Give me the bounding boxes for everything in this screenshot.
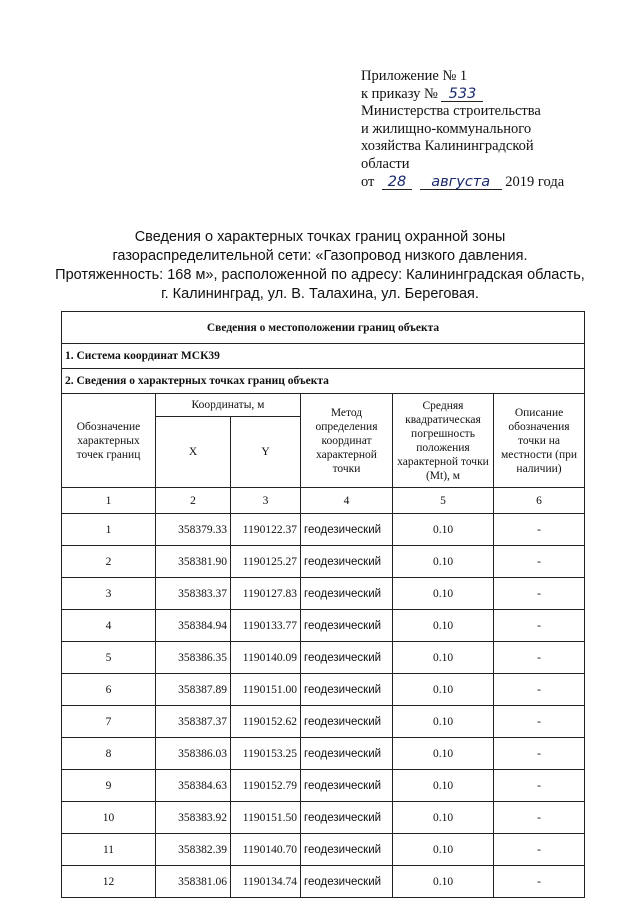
table-row (62, 642, 585, 674)
ministry-line-3: хозяйства Калининградской (361, 138, 534, 155)
accuracy-cell: 0.10 (393, 610, 494, 642)
description-cell: - (494, 706, 585, 738)
coord-x: 358384.63 (156, 770, 231, 802)
accuracy-cell: 0.10 (393, 706, 494, 738)
description-cell: - (494, 578, 585, 610)
point-number: 1 (62, 514, 156, 546)
column-number-row (62, 488, 585, 514)
coord-x: 358383.92 (156, 802, 231, 834)
date-line (361, 174, 611, 192)
method-cell: геодезический (301, 578, 393, 610)
coord-y: 1190134.74 (231, 866, 301, 898)
date-suffix: 2019 года (505, 173, 565, 190)
method-cell: геодезический (301, 802, 393, 834)
header-row-1 (62, 394, 585, 417)
accuracy-cell: 0.10 (393, 834, 494, 866)
coord-x: 358387.89 (156, 674, 231, 706)
accuracy-cell: 0.10 (393, 866, 494, 898)
table-row (62, 514, 585, 546)
coord-x: 358386.03 (156, 738, 231, 770)
coord-y: 1190125.27 (231, 546, 301, 578)
point-number: 7 (62, 706, 156, 738)
point-number: 11 (62, 834, 156, 866)
coord-x: 358379.33 (156, 514, 231, 546)
document-heading (50, 228, 590, 304)
coord-x: 358381.90 (156, 546, 231, 578)
accuracy-cell: 0.10 (393, 802, 494, 834)
coord-y: 1190151.50 (231, 802, 301, 834)
method-cell: геодезический (301, 546, 393, 578)
method-cell: геодезический (301, 866, 393, 898)
coord-y: 1190133.77 (231, 610, 301, 642)
table-row (62, 834, 585, 866)
table-row (62, 578, 585, 610)
date-day: 28 (382, 175, 412, 190)
method-cell: геодезический (301, 706, 393, 738)
section-points-info: 2. Сведения о характерных точках границ объекта (62, 369, 585, 394)
section-2-row (62, 369, 585, 394)
method-cell: геодезический (301, 834, 393, 866)
heading-line-4: г. Калининград, ул. В. Талахина, ул. Береговая. (161, 286, 479, 302)
coord-x: 358382.39 (156, 834, 231, 866)
section-1-row (62, 344, 585, 369)
column-number: 2 (156, 488, 231, 514)
accuracy-cell: 0.10 (393, 674, 494, 706)
order-prefix: к приказу № (361, 85, 438, 102)
ministry-line-2: и жилищно-коммунального (361, 120, 532, 137)
point-number: 10 (62, 802, 156, 834)
coord-y: 1190140.70 (231, 834, 301, 866)
heading-line-1: Сведения о характерных точках границ охранной зоны (134, 229, 506, 245)
column-number: 1 (62, 488, 156, 514)
order-number: 533 (441, 87, 483, 102)
method-cell: геодезический (301, 770, 393, 802)
coord-y: 1190122.37 (231, 514, 301, 546)
coord-y: 1190127.83 (231, 578, 301, 610)
coord-y: 1190152.79 (231, 770, 301, 802)
accuracy-cell: 0.10 (393, 770, 494, 802)
order-line (361, 86, 611, 104)
coord-y: 1190140.09 (231, 642, 301, 674)
point-number: 6 (62, 674, 156, 706)
heading-line-2: газораспределительной сети: «Газопровод низкого давления. (112, 248, 528, 264)
table-row (62, 866, 585, 898)
ministry-line-1: Министерства строительства (361, 103, 541, 120)
date-prefix: от (361, 173, 375, 190)
coord-y: 1190151.00 (231, 674, 301, 706)
header-description: Описание обозначения точки на местности (при наличии) (494, 394, 585, 488)
coord-x: 358387.37 (156, 706, 231, 738)
description-cell: - (494, 802, 585, 834)
method-cell: геодезический (301, 610, 393, 642)
header-accuracy: Средняя квадратическая погрешность положения характерной точки (Mt), м (393, 394, 494, 488)
header-x: X (156, 417, 231, 488)
table-row (62, 738, 585, 770)
ministry-line-4: области (361, 155, 410, 172)
point-number: 4 (62, 610, 156, 642)
appendix-block (361, 68, 611, 191)
table-row (62, 770, 585, 802)
coord-x: 358381.06 (156, 866, 231, 898)
description-cell: - (494, 674, 585, 706)
description-cell: - (494, 642, 585, 674)
coord-y: 1190152.62 (231, 706, 301, 738)
column-number: 3 (231, 488, 301, 514)
point-number: 3 (62, 578, 156, 610)
method-cell: геодезический (301, 674, 393, 706)
table-title-row (62, 312, 585, 344)
point-number: 9 (62, 770, 156, 802)
heading-line-3: Протяженность: 168 м», расположенной по адресу: Калининградская область, (55, 267, 585, 283)
description-cell: - (494, 866, 585, 898)
column-number: 5 (393, 488, 494, 514)
point-number: 12 (62, 866, 156, 898)
description-cell: - (494, 546, 585, 578)
method-cell: геодезический (301, 514, 393, 546)
coord-x: 358383.37 (156, 578, 231, 610)
column-number: 4 (301, 488, 393, 514)
header-coords: Координаты, м (156, 394, 301, 417)
appendix-title: Приложение № 1 (361, 68, 468, 84)
accuracy-cell: 0.10 (393, 546, 494, 578)
description-cell: - (494, 770, 585, 802)
description-cell: - (494, 610, 585, 642)
date-month: августа (420, 175, 502, 190)
table-row (62, 706, 585, 738)
coord-x: 358386.35 (156, 642, 231, 674)
coord-y: 1190153.25 (231, 738, 301, 770)
point-number: 8 (62, 738, 156, 770)
boundary-points-table (61, 311, 585, 898)
description-cell: - (494, 738, 585, 770)
table-row (62, 610, 585, 642)
description-cell: - (494, 834, 585, 866)
accuracy-cell: 0.10 (393, 738, 494, 770)
table-row (62, 674, 585, 706)
method-cell: геодезический (301, 738, 393, 770)
table-row (62, 802, 585, 834)
header-point: Обозначение характерных точек границ (62, 394, 156, 488)
description-cell: - (494, 514, 585, 546)
point-number: 5 (62, 642, 156, 674)
table-title: Сведения о местоположении границ объекта (62, 312, 585, 344)
accuracy-cell: 0.10 (393, 642, 494, 674)
table-row (62, 546, 585, 578)
column-number: 6 (494, 488, 585, 514)
coord-x: 358384.94 (156, 610, 231, 642)
point-number: 2 (62, 546, 156, 578)
header-method: Метод определения координат характерной точки (301, 394, 393, 488)
method-cell: геодезический (301, 642, 393, 674)
header-y: Y (231, 417, 301, 488)
section-coordinate-system: 1. Система координат МСК39 (62, 344, 585, 369)
accuracy-cell: 0.10 (393, 514, 494, 546)
accuracy-cell: 0.10 (393, 578, 494, 610)
